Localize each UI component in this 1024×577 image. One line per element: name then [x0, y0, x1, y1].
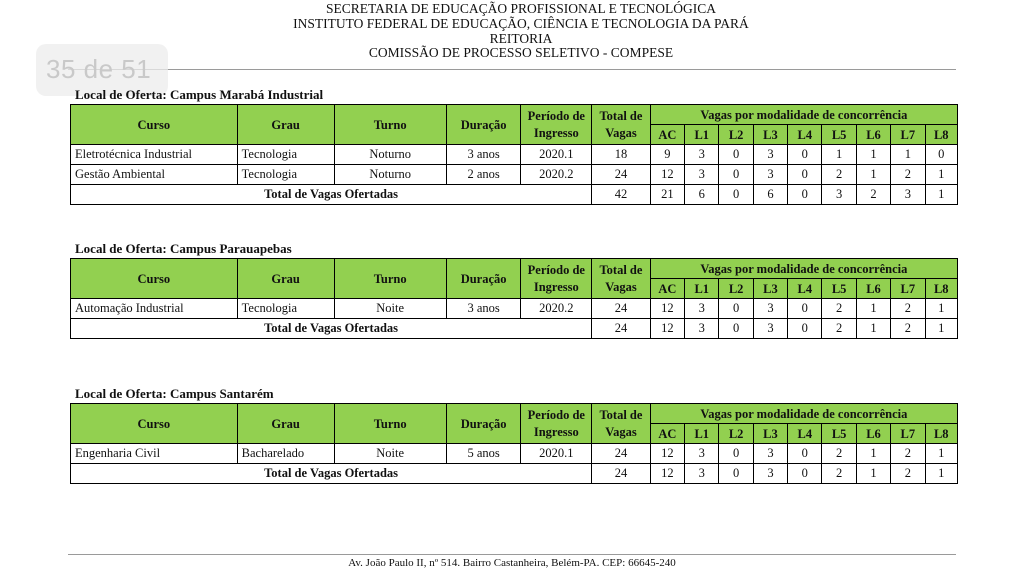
cell-grau: Bacharelado: [237, 444, 334, 464]
cell-vagas: 1: [925, 299, 958, 319]
header-line-reitoria: REITORIA: [489, 30, 553, 46]
header-vagas-modalidade: Vagas por modalidade de concorrência: [650, 404, 957, 424]
header-periodo: Período de Ingresso: [521, 259, 592, 299]
total-vagas-modalidade: 1: [925, 185, 958, 205]
header-modalidade: L3: [753, 125, 787, 145]
header-vagas-modalidade: Vagas por modalidade de concorrência: [650, 259, 957, 279]
cell-curso: Eletrotécnica Industrial: [71, 145, 238, 165]
cell-turno: Noite: [334, 444, 446, 464]
cell-vagas: 0: [925, 145, 958, 165]
vagas-table: [70, 258, 958, 339]
total-row: [71, 319, 958, 339]
total-row: [71, 464, 958, 484]
cell-total: 18: [592, 145, 651, 165]
cell-periodo: 2020.1: [521, 444, 592, 464]
cell-turno: Noite: [334, 299, 446, 319]
total-vagas-modalidade: 21: [650, 185, 684, 205]
total-vagas-modalidade: 2: [822, 464, 856, 484]
header-duracao: Duração: [446, 259, 521, 299]
total-vagas: 24: [592, 464, 651, 484]
total-label: Total de Vagas Ofertadas: [71, 464, 592, 484]
cell-curso: Engenharia Civil: [71, 444, 238, 464]
header-modalidade: L6: [856, 424, 890, 444]
total-vagas-modalidade: 3: [685, 464, 719, 484]
cell-total: 24: [592, 299, 651, 319]
header-modalidade: AC: [650, 279, 684, 299]
total-label: Total de Vagas Ofertadas: [71, 319, 592, 339]
header-modalidade: L3: [753, 424, 787, 444]
total-vagas-modalidade: 12: [650, 464, 684, 484]
header-curso: Curso: [71, 404, 238, 444]
header-modalidade: L6: [856, 279, 890, 299]
cell-grau: Tecnologia: [237, 165, 334, 185]
total-vagas-modalidade: 1: [925, 464, 958, 484]
table-row: [71, 299, 958, 319]
cell-periodo: 2020.1: [521, 145, 592, 165]
total-vagas-modalidade: 2: [822, 319, 856, 339]
header-total: Total de Vagas: [592, 259, 651, 299]
vagas-table: [70, 403, 958, 484]
total-vagas-modalidade: 12: [650, 319, 684, 339]
cell-vagas: 0: [788, 444, 822, 464]
header-grau: Grau: [237, 259, 334, 299]
cell-vagas: 0: [788, 165, 822, 185]
total-vagas: 24: [592, 319, 651, 339]
cell-duracao: 3 anos: [446, 145, 521, 165]
total-vagas-modalidade: 3: [822, 185, 856, 205]
header-periodo: Período de Ingresso: [521, 404, 592, 444]
cell-total: 24: [592, 444, 651, 464]
header-turno: Turno: [334, 259, 446, 299]
total-vagas-modalidade: 1: [925, 319, 958, 339]
section-title-prefix: Local de Oferta:: [75, 87, 167, 102]
cell-vagas: 0: [719, 145, 753, 165]
cell-total: 24: [592, 165, 651, 185]
cell-curso: Automação Industrial: [71, 299, 238, 319]
cell-vagas: 3: [685, 444, 719, 464]
cell-periodo: 2020.2: [521, 299, 592, 319]
header-modalidade: L7: [891, 424, 925, 444]
cell-vagas: 12: [650, 299, 684, 319]
header-line-compese: COMISSÃO DE PROCESSO SELETIVO - COMPESE: [368, 45, 674, 61]
cell-vagas: 0: [788, 299, 822, 319]
total-label: Total de Vagas Ofertadas: [71, 185, 592, 205]
section-title-prefix: Local de Oferta:: [75, 241, 167, 256]
total-vagas-modalidade: 2: [856, 185, 890, 205]
offer-section: [70, 385, 958, 484]
header-modalidade: L3: [753, 279, 787, 299]
cell-vagas: 3: [753, 444, 787, 464]
header-modalidade: L4: [788, 424, 822, 444]
total-vagas-modalidade: 6: [685, 185, 719, 205]
total-vagas-modalidade: 0: [719, 319, 753, 339]
vagas-table: [70, 104, 958, 205]
header-modalidade: L2: [719, 424, 753, 444]
page-counter-text: 35 de 51: [46, 54, 152, 84]
footer-divider: [68, 554, 956, 555]
total-vagas-modalidade: 2: [891, 464, 925, 484]
cell-vagas: 2: [891, 299, 925, 319]
cell-vagas: 3: [753, 145, 787, 165]
header-modalidade: L4: [788, 279, 822, 299]
header-duracao: Duração: [446, 404, 521, 444]
header-modalidade: L2: [719, 279, 753, 299]
total-row: [71, 185, 958, 205]
cell-duracao: 2 anos: [446, 165, 521, 185]
header-turno: Turno: [334, 105, 446, 145]
header-total: Total de Vagas: [592, 404, 651, 444]
cell-vagas: 12: [650, 165, 684, 185]
header-modalidade: L4: [788, 125, 822, 145]
header-modalidade: L6: [856, 125, 890, 145]
header-curso: Curso: [71, 259, 238, 299]
cell-vagas: 1: [822, 145, 856, 165]
cell-vagas: 2: [891, 444, 925, 464]
header-turno: Turno: [334, 404, 446, 444]
section-title-campus: Campus Santarém: [169, 386, 274, 401]
header-modalidade: L5: [822, 424, 856, 444]
total-vagas-modalidade: 3: [891, 185, 925, 205]
cell-periodo: 2020.2: [521, 165, 592, 185]
cell-vagas: 3: [685, 145, 719, 165]
footer-address: Av. João Paulo II, nº 514. Bairro Castanheira, Belém-PA. CEP: 66645-240: [348, 557, 676, 569]
cell-vagas: 1: [925, 444, 958, 464]
section-title-campus: Campus Parauapebas: [169, 241, 292, 256]
table-row: [71, 145, 958, 165]
total-vagas-modalidade: 1: [856, 464, 890, 484]
header-line-secretaria: SECRETARIA DE EDUCAÇÃO PROFISSIONAL E TECNOLÓGICA: [325, 1, 717, 16]
header-grau: Grau: [237, 404, 334, 444]
total-vagas-modalidade: 3: [753, 464, 787, 484]
total-vagas-modalidade: 0: [788, 464, 822, 484]
total-vagas: 42: [592, 185, 651, 205]
cell-duracao: 3 anos: [446, 299, 521, 319]
header-modalidade: L1: [685, 279, 719, 299]
table-row: [71, 165, 958, 185]
total-vagas-modalidade: 3: [685, 319, 719, 339]
total-vagas-modalidade: 2: [891, 319, 925, 339]
header-modalidade: L8: [925, 279, 958, 299]
cell-vagas: 3: [753, 299, 787, 319]
header-modalidade: L1: [685, 424, 719, 444]
cell-vagas: 1: [856, 165, 890, 185]
cell-curso: Gestão Ambiental: [71, 165, 238, 185]
header-modalidade: L1: [685, 125, 719, 145]
cell-vagas: 0: [719, 444, 753, 464]
cell-vagas: 1: [925, 165, 958, 185]
total-vagas-modalidade: 6: [753, 185, 787, 205]
total-vagas-modalidade: 1: [856, 319, 890, 339]
cell-duracao: 5 anos: [446, 444, 521, 464]
section-title-prefix: Local de Oferta:: [75, 386, 167, 401]
header-modalidade: L2: [719, 125, 753, 145]
total-vagas-modalidade: 0: [719, 185, 753, 205]
total-vagas-modalidade: 0: [788, 185, 822, 205]
cell-vagas: 1: [891, 145, 925, 165]
header-total: Total de Vagas: [592, 105, 651, 145]
cell-vagas: 2: [822, 299, 856, 319]
cell-grau: Tecnologia: [237, 299, 334, 319]
section-title: [75, 385, 958, 403]
total-vagas-modalidade: 0: [719, 464, 753, 484]
section-title: [75, 240, 958, 258]
cell-vagas: 0: [788, 145, 822, 165]
cell-vagas: 1: [856, 444, 890, 464]
cell-vagas: 12: [650, 444, 684, 464]
cell-vagas: 0: [719, 299, 753, 319]
header-vagas-modalidade: Vagas por modalidade de concorrência: [650, 105, 957, 125]
table-row: [71, 444, 958, 464]
header-modalidade: L5: [822, 125, 856, 145]
cell-vagas: 3: [685, 165, 719, 185]
section-title: [75, 86, 958, 104]
cell-vagas: 1: [856, 299, 890, 319]
cell-vagas: 2: [822, 444, 856, 464]
header-modalidade: L7: [891, 279, 925, 299]
header-modalidade: L8: [925, 424, 958, 444]
total-vagas-modalidade: 0: [788, 319, 822, 339]
header-periodo: Período de Ingresso: [521, 105, 592, 145]
cell-vagas: 1: [856, 145, 890, 165]
cell-vagas: 0: [719, 165, 753, 185]
cell-vagas: 3: [753, 165, 787, 185]
cell-grau: Tecnologia: [237, 145, 334, 165]
header-line-instituto: INSTITUTO FEDERAL DE EDUCAÇÃO, CIÊNCIA E TECNOLOGIA DA PARÁ: [293, 15, 749, 31]
header-curso: Curso: [71, 105, 238, 145]
cell-turno: Noturno: [334, 165, 446, 185]
cell-vagas: 9: [650, 145, 684, 165]
header-modalidade: L8: [925, 125, 958, 145]
header-duracao: Duração: [446, 105, 521, 145]
header-modalidade: L7: [891, 125, 925, 145]
header-modalidade: AC: [650, 424, 684, 444]
cell-vagas: 3: [685, 299, 719, 319]
header-divider: [68, 69, 956, 70]
offer-section: [70, 240, 958, 339]
total-vagas-modalidade: 3: [753, 319, 787, 339]
cell-vagas: 2: [822, 165, 856, 185]
header-modalidade: L5: [822, 279, 856, 299]
header-modalidade: AC: [650, 125, 684, 145]
cell-turno: Noturno: [334, 145, 446, 165]
header-grau: Grau: [237, 105, 334, 145]
offer-section: [70, 86, 958, 205]
section-title-campus: Campus Marabá Industrial: [169, 87, 324, 102]
cell-vagas: 2: [891, 165, 925, 185]
